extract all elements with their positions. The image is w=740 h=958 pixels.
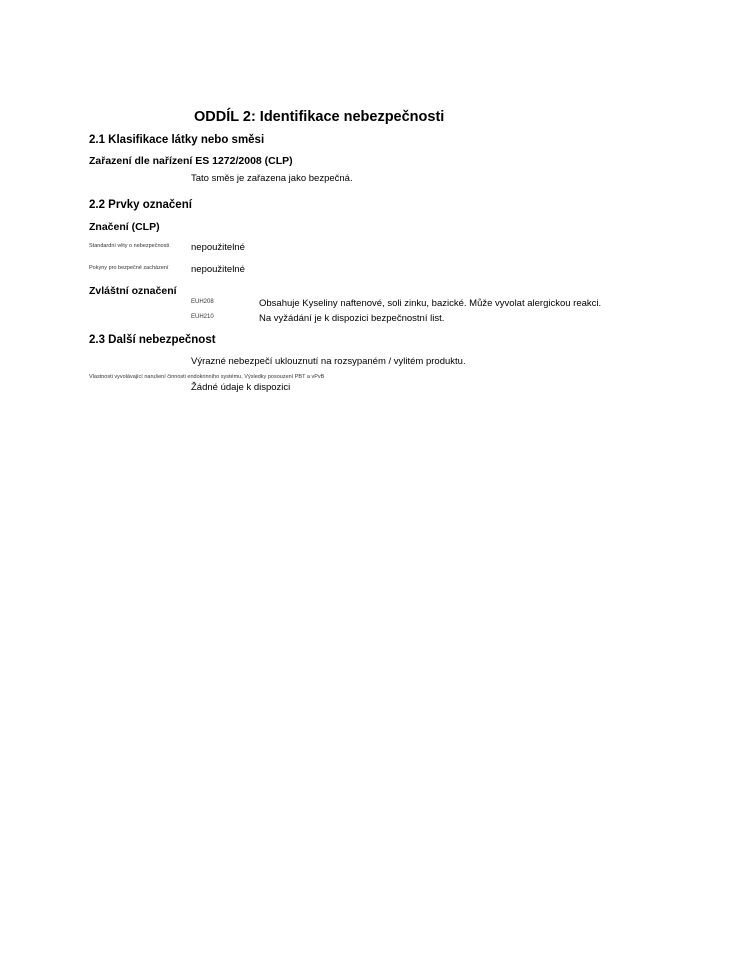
euh-code: EUH210 xyxy=(191,314,214,320)
heading-2-2: 2.2 Prvky označení xyxy=(89,199,192,211)
euh-text: Obsahuje Kyseliny naftenové, soli zinku, bazické. Může vyvolat alergickou reakci. xyxy=(259,298,602,309)
endocrine-pbt-value: Žádné údaje k dispozici xyxy=(191,382,291,393)
subheading-clp-labelling: Značení (CLP) xyxy=(89,221,160,233)
classification-text: Tato směs je zařazena jako bezpečná. xyxy=(191,173,353,184)
heading-2-1: 2.1 Klasifikace látky nebo směsi xyxy=(89,134,265,146)
euh-code: EUH208 xyxy=(191,299,214,305)
special-labelling-heading: Zvláštní označení xyxy=(89,285,177,297)
other-hazards-text: Výrazné nebezpečí uklouznutí na rozsypaném / vylitém produktu. xyxy=(191,356,466,367)
heading-2-3: 2.3 Další nebezpečnost xyxy=(89,334,216,346)
euh-text: Na vyžádání je k dispozici bezpečnostní list. xyxy=(259,313,445,324)
hazard-statements-label: Standardní věty o nebezpečnosti xyxy=(89,243,170,249)
precautionary-statements-label: Pokyny pro bezpečné zacházení xyxy=(89,265,169,271)
precautionary-statements-value: nepoužitelné xyxy=(191,264,245,275)
section-title: ODDÍL 2: Identifikace nebezpečnosti xyxy=(194,109,445,125)
subheading-clp-classification: Zařazení dle nařízení ES 1272/2008 (CLP) xyxy=(89,155,293,167)
endocrine-pbt-label: Vlastnosti vyvolávající narušení činnosti endokrinního systému, Výsledky posouzení PBT a vPvB xyxy=(89,374,325,380)
hazard-statements-value: nepoužitelné xyxy=(191,242,245,253)
